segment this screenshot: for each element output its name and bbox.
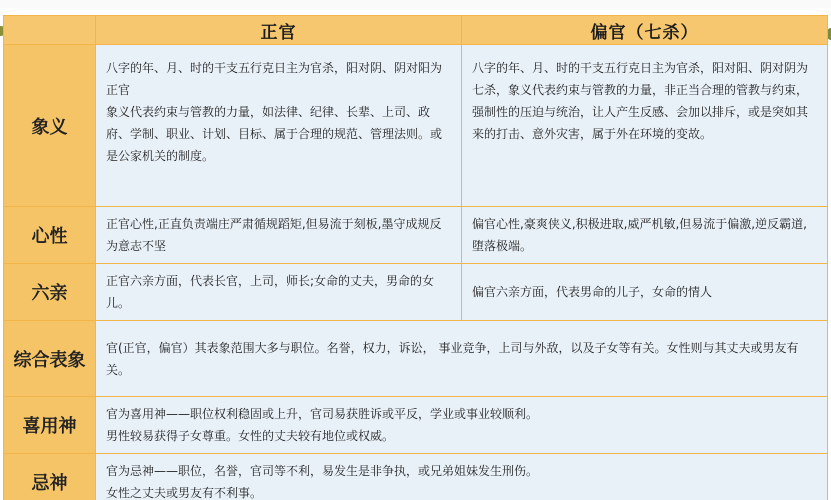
cell-text: 八字的年、月、时的干支五行克日主为官杀，阳对阴、阴对阳为正官 — [106, 61, 443, 97]
row-label: 六亲 — [4, 264, 96, 321]
cell-text: 正官六亲方面，代表长官，上司，师长;女命的丈夫，男命的女儿。 — [106, 274, 435, 310]
row-zonghe — [4, 321, 828, 397]
cell-zhengguan — [96, 45, 462, 207]
cell-text: 男性较易获得子女尊重。女性的丈夫较有地位或权威。 — [106, 429, 395, 443]
cell-text: 女性之丈夫或男友有不利事。 — [106, 486, 263, 500]
cell-text: 官(正官，偏官）其表象范围大多与职位。名誉，权力，诉讼， 事业竞争，上司与外敌，以及子女等有关。女性则与其丈夫或男友有关。 — [106, 340, 799, 377]
row-jishen — [4, 454, 828, 500]
cell-text: 正官心性,正直负责端庄严肃循规蹈矩,但易流于刻板,墨守成规反为意志不坚 — [106, 217, 442, 253]
top-band — [0, 0, 831, 8]
row-xiangyi — [4, 45, 828, 207]
row-label: 心性 — [4, 207, 96, 264]
cell-zhengguan — [96, 207, 462, 264]
row-liuqin — [4, 264, 828, 321]
row-label: 喜用神 — [4, 397, 96, 454]
comparison-table — [3, 15, 828, 500]
row-xinxing — [4, 207, 828, 264]
header-zhengguan: 正官 — [96, 16, 462, 45]
cell-text: 八字的年、月、时的干支五行克日主为官杀，阳对阳、阴对阴为七杀，象义代表约束与管教的力量，非正当合理的管教与约束，强制性的压迫与统治，让人产生反感、会加以排斥，或是突如其来的打击、意外灾害，属于外在环境的变故。 — [472, 61, 809, 141]
cell-pianguan — [462, 264, 828, 321]
cell-merged — [96, 454, 828, 500]
header-pianguan: 偏官（七杀） — [462, 16, 828, 45]
cell-text: 象义代表约束与管教的力量，如法律、纪律、长辈、上司、政府、学制、职业、计划、目标、属于合理的规范、管理法则。或是公家机关的制度。 — [106, 105, 443, 163]
cell-zhengguan — [96, 264, 462, 321]
row-label: 象义 — [4, 45, 96, 207]
header-corner — [4, 16, 96, 45]
cell-text: 官为忌神——职位，名誉，官司等不利，易发生是非争执，或兄弟姐妹发生刑伤。 — [106, 464, 539, 478]
cell-text: 官为喜用神——职位权利稳固或上升，官司易获胜诉或平反，学业或事业较顺利。 — [106, 407, 539, 421]
row-label: 忌神 — [4, 454, 96, 500]
row-xiyong — [4, 397, 828, 454]
header-row — [4, 16, 828, 45]
cell-text: 偏官心性,豪爽侠义,积极进取,威严机敏,但易流于偏激,逆反霸道,堕落极端。 — [472, 217, 807, 253]
cell-merged — [96, 321, 828, 397]
cell-pianguan — [462, 45, 828, 207]
row-label: 综合表象 — [4, 321, 96, 397]
cell-pianguan — [462, 207, 828, 264]
cell-text: 偏官六亲方面，代表男命的儿子，女命的情人 — [472, 285, 713, 299]
cell-merged — [96, 397, 828, 454]
